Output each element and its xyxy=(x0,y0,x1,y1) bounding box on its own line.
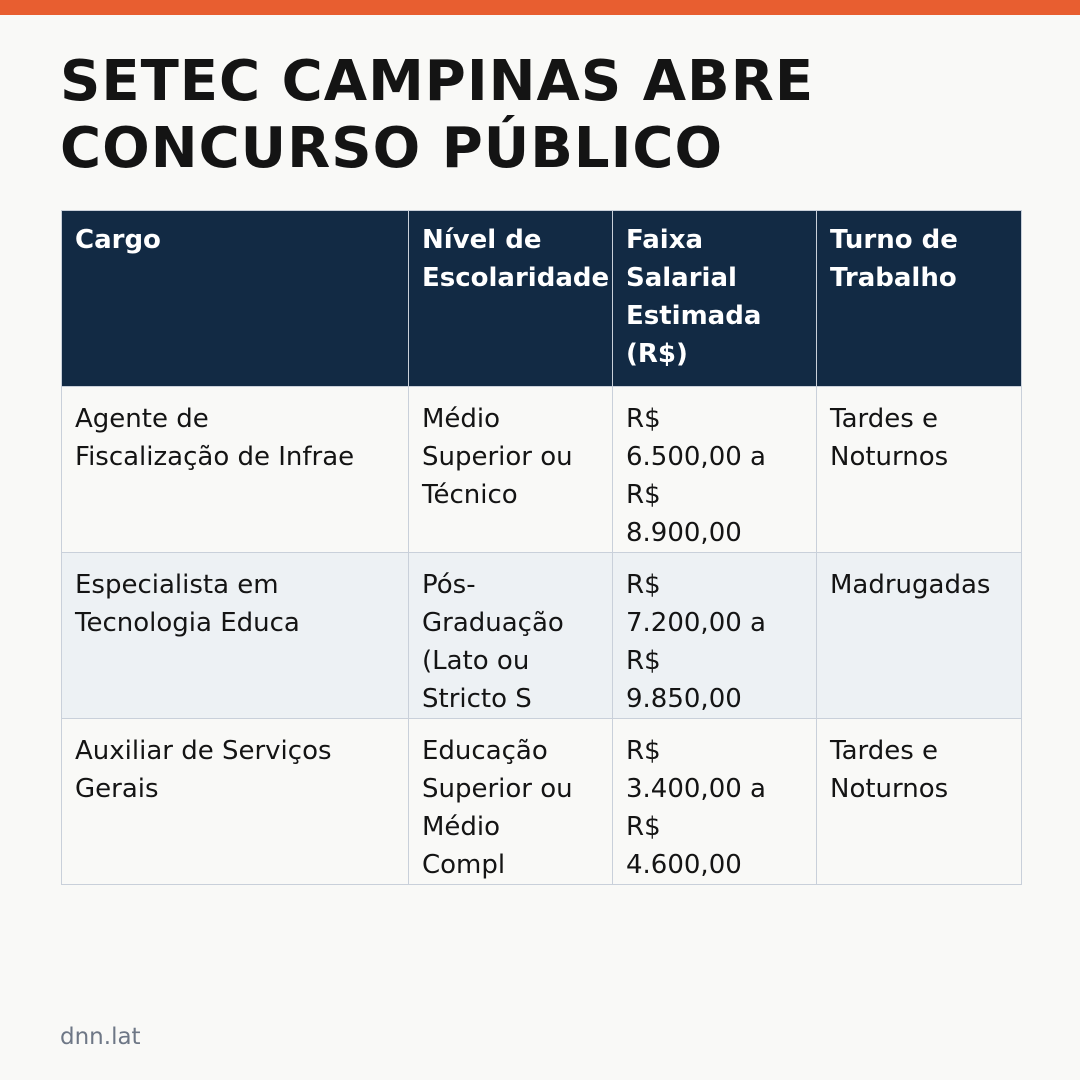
top-accent-bar xyxy=(0,0,1080,15)
cell-turno: Tardes e Noturnos xyxy=(817,719,1022,885)
header-turno-trabalho: Turno de Trabalho xyxy=(817,211,1022,387)
cell-cargo: Auxiliar de Serviços Gerais xyxy=(62,719,409,885)
cell-faixa-salarial: R$ 7.200,00 a R$ 9.850,00 xyxy=(613,553,817,719)
cell-escolaridade: Médio Superior ou Técnico xyxy=(409,387,613,553)
source-label: dnn.lat xyxy=(60,1024,141,1050)
header-cargo: Cargo xyxy=(62,211,409,387)
table-header-row xyxy=(62,211,1022,387)
headline-line-1: SETEC CAMPINAS ABRE xyxy=(60,49,815,114)
header-nivel-escolaridade: Nível de Escolaridade xyxy=(409,211,613,387)
job-openings-table xyxy=(61,210,1022,885)
cell-faixa-salarial: R$ 6.500,00 a R$ 8.900,00 xyxy=(613,387,817,553)
table-row xyxy=(62,387,1022,553)
headline-line-2: CONCURSO PÚBLICO xyxy=(60,116,724,181)
cell-cargo: Agente de Fiscalização de Infrae xyxy=(62,387,409,553)
cell-cargo: Especialista em Tecnologia Educa xyxy=(62,553,409,719)
table-row xyxy=(62,719,1022,885)
cell-faixa-salarial: R$ 3.400,00 a R$ 4.600,00 xyxy=(613,719,817,885)
cell-turno: Madrugadas xyxy=(817,553,1022,719)
cell-turno: Tardes e Noturnos xyxy=(817,387,1022,553)
cell-escolaridade: Pós-Graduação (Lato ou Stricto S xyxy=(409,553,613,719)
cell-escolaridade: Educação Superior ou Médio Compl xyxy=(409,719,613,885)
table-row xyxy=(62,553,1022,719)
header-faixa-salarial: Faixa Salarial Estimada (R$) xyxy=(613,211,817,387)
headline xyxy=(60,48,1020,182)
